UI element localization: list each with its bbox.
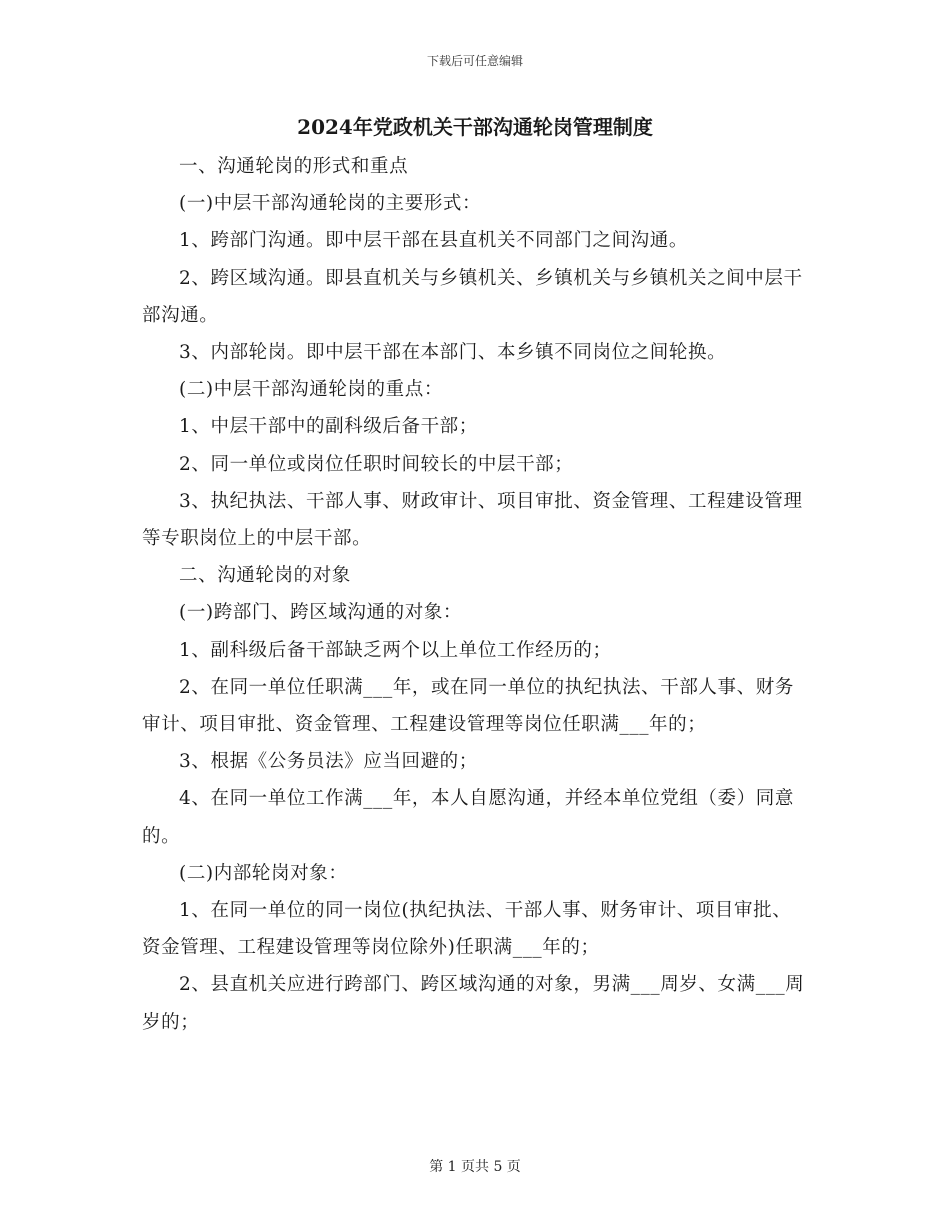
paragraph: 2、在同一单位任职满___年，或在同一单位的执纪执法、干部人事、财务审计、项目审批、资金管理、工程建设管理等岗位任职满___年的； (142, 676, 794, 736)
paragraph: (一)跨部门、跨区域沟通的对象： (179, 602, 463, 624)
paragraph: 3、内部轮岗。即中层干部在本部门、本乡镇不同岗位之间轮换。 (179, 342, 727, 364)
paragraph: 2、同一单位或岗位任职时间较长的中层干部； (179, 453, 574, 475)
paragraph: (二)内部轮岗对象： (179, 862, 348, 884)
paragraph: 2、县直机关应进行跨部门、跨区域沟通的对象，男满___周岁、女满___周岁的； (142, 974, 805, 1033)
paragraph: (一)中层干部沟通轮岗的主要形式： (179, 193, 482, 215)
paragraph: 3、根据《公务员法》应当回避的； (179, 751, 478, 773)
document-title: 2024年党政机关干部沟通轮岗管理制度 (297, 115, 653, 139)
paragraph: 3、执纪执法、干部人事、财政审计、项目审批、资金管理、工程建设管理等专职岗位上的中层干部。 (142, 490, 803, 550)
paragraph: 1、中层干部中的副科级后备干部； (179, 416, 478, 438)
paragraph: 1、在同一单位的同一岗位(执纪执法、干部人事、财务审计、项目审批、资金管理、工程建设管理等岗位除外)任职满___年的； (142, 900, 792, 959)
page-number: 第 1 页共 5 页 (429, 1159, 521, 1175)
document-body (142, 148, 810, 1041)
paragraph: 1、跨部门沟通。即中层干部在县直机关不同部门之间沟通。 (179, 230, 688, 252)
paragraph: 4、在同一单位工作满___年，本人自愿沟通，并经本单位党组（委）同意的。 (142, 788, 794, 847)
paragraph: 2、跨区域沟通。即县直机关与乡镇机关、乡镇机关与乡镇机关之间中层干部沟通。 (142, 267, 803, 326)
paragraph: (二)中层干部沟通轮岗的重点： (179, 379, 443, 401)
paragraph: 1、副科级后备干部缺乏两个以上单位工作经历的； (179, 639, 612, 661)
paragraph: 二、沟通轮岗的对象 (179, 565, 351, 587)
header-note: 下载后可任意编辑 (426, 54, 523, 68)
paragraph: 一、沟通轮岗的形式和重点 (179, 156, 409, 177)
